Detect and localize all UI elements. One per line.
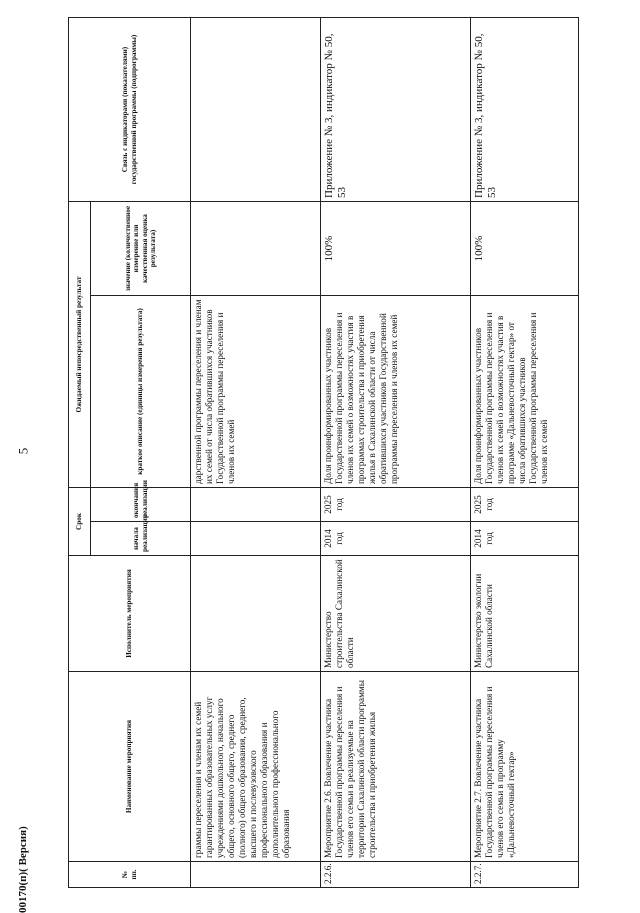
header-link: Связь с индикаторами (показателями) государственной программы (подпрограммы) bbox=[69, 18, 191, 202]
row-link: Приложение № 3, индикатор № 50, 53 bbox=[321, 18, 471, 202]
row-end: 2025 год bbox=[471, 488, 579, 522]
header-result-value: значение (количественное измерение или качественная оценка результата) bbox=[91, 202, 191, 296]
footer-version-label: 00170(п)( Версия) bbox=[17, 826, 29, 913]
row-num bbox=[191, 862, 321, 888]
header-result-desc: краткое описание (единицы измерения результата) bbox=[91, 296, 191, 488]
row-num: 2.2.6. bbox=[321, 862, 471, 888]
row-desc: дарственной программы переселения и членам их семей от числа обратившихся участников Государственной программы переселения и членов их семей bbox=[191, 296, 321, 488]
row-name: Мероприятие 2.7. Вовлечение участника Государственной программы переселения и членов его семьи в программу «Дальневосточный гектар» bbox=[471, 672, 579, 862]
row-link: Приложение № 3, индикатор № 50, 53 bbox=[471, 18, 579, 202]
header-term: Срок bbox=[69, 488, 91, 556]
row-desc: Доля проинформированных участников Государственной программы переселения и членов их семей о возможностях участия в программах строительства и приобретения жилья в Сахалинской области от числа обратившихся участников Государственной программы переселения и членов их семей bbox=[321, 296, 471, 488]
table-row bbox=[321, 18, 471, 888]
header-term-end: окончания реализации bbox=[91, 488, 191, 522]
row-executor: Министерство строительства Сахалинской области bbox=[321, 556, 471, 672]
header-name: Наименование мероприятия bbox=[69, 672, 191, 862]
row-name: граммы переселения и членам их семей гарантированных образовательных услуг учреждениями дошкольного, начального общего, основного общего, среднего (полного) общего образования, среднего, высшего и послевузовского профессионального образования и дополнительного профессионального образования bbox=[191, 672, 321, 862]
row-start bbox=[191, 522, 321, 556]
row-value: 100% bbox=[471, 202, 579, 296]
table-row bbox=[471, 18, 579, 888]
page-number: 5 bbox=[15, 447, 31, 455]
row-start: 2014 год bbox=[471, 522, 579, 556]
header-result: Ожидаемый непосредственный результат bbox=[69, 202, 91, 488]
row-executor bbox=[191, 556, 321, 672]
header-executor: Исполнитель мероприятия bbox=[69, 556, 191, 672]
measures-table bbox=[68, 17, 579, 888]
header-row-1 bbox=[69, 18, 91, 888]
header-num: № пп. bbox=[69, 862, 191, 888]
row-num: 2.2.7. bbox=[471, 862, 579, 888]
row-name: Мероприятие 2.6. Вовлечение участника Государственной программы переселения и членов его семьи в реализуемые на территории Сахалинской области программы строительства и приобретения жилья bbox=[321, 672, 471, 862]
row-executor: Министерство экологии Сахалинской области bbox=[471, 556, 579, 672]
header-term-start: начала реализации bbox=[91, 522, 191, 556]
row-value bbox=[191, 202, 321, 296]
row-desc: Доля проинформированных участников Государственной программы переселения и членов их семей о возможностях участия в программе «Дальневосточный гектар» от числа обратившихся участников Государственной программы переселения и членов их семей bbox=[471, 296, 579, 488]
row-end bbox=[191, 488, 321, 522]
row-value: 100% bbox=[321, 202, 471, 296]
row-link bbox=[191, 18, 321, 202]
row-start: 2014 год bbox=[321, 522, 471, 556]
rotated-table-container bbox=[68, 18, 578, 888]
table-row bbox=[191, 18, 321, 888]
row-end: 2025 год bbox=[321, 488, 471, 522]
